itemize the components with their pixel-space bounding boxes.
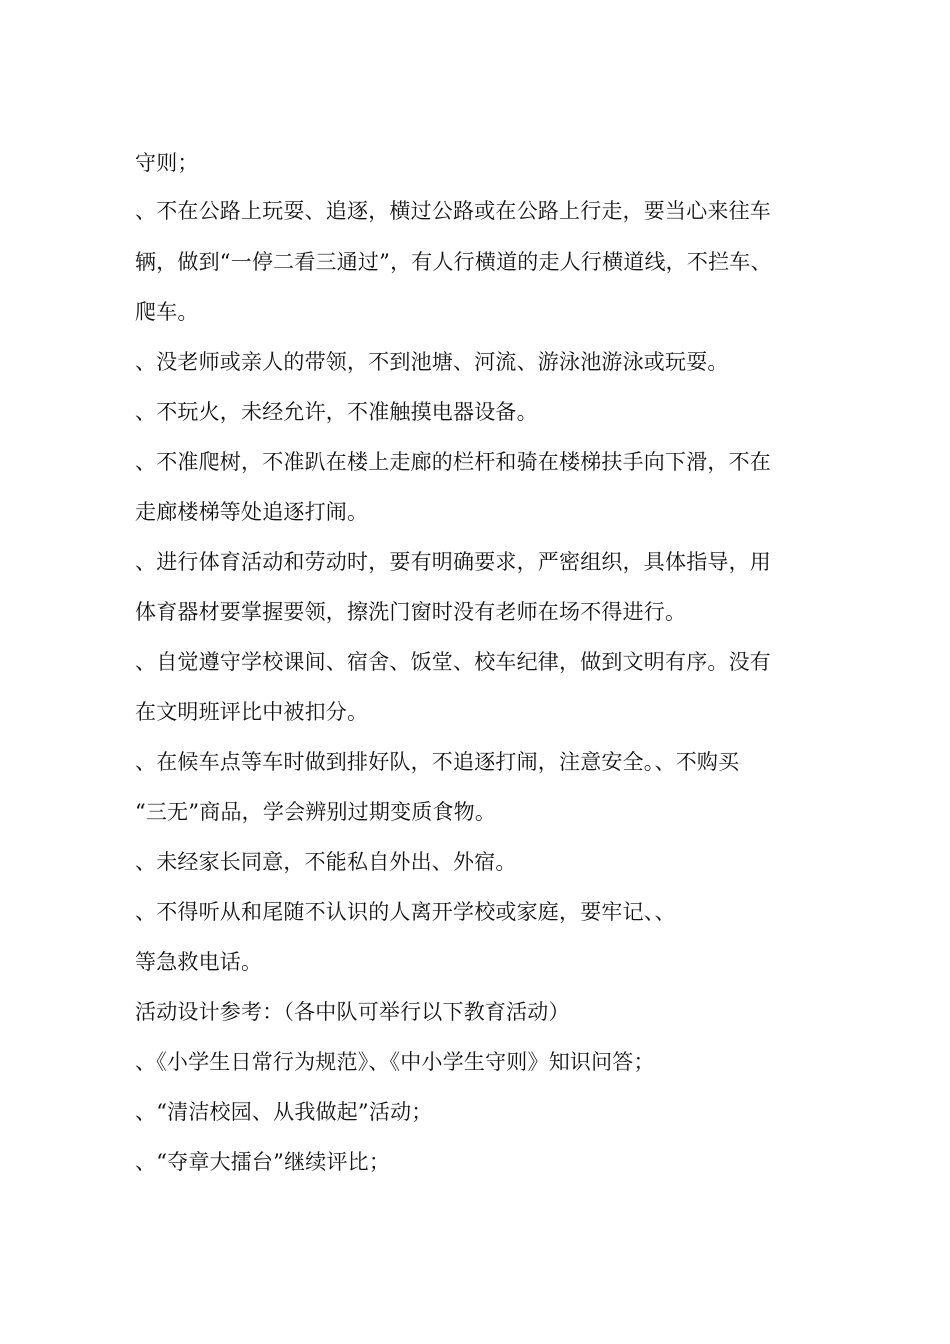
text-line: 、《小学生日常行为规范》、《中小学生守则》知识问答； <box>135 1050 655 1074</box>
text-line: 体育器材要掌握要领，擦洗门窗时没有老师在场不得进行。 <box>135 600 687 624</box>
text-line: 、不在公路上玩耍、追逐，横过公路或在公路上行走，要当心来往车 <box>135 199 771 223</box>
text-line: “三无”商品，学会辨别过期变质食物。 <box>135 800 497 824</box>
text-line: 等急救电话。 <box>135 950 263 974</box>
text-line: 、未经家长同意，不能私自外出、外宿。 <box>135 850 517 874</box>
text-line: 、进行体育活动和劳动时，要有明确要求，严密组织，具体指导，用 <box>135 550 771 574</box>
text-line: 、“清洁校园、从我做起”活动； <box>135 1100 433 1124</box>
text-line: 、没老师或亲人的带领，不到池塘、河流、游泳池游泳或玩耍。 <box>135 350 729 374</box>
text-line: 、在候车点等车时做到排好队，不追逐打闹，注意安全。、不购买 <box>135 750 740 774</box>
text-line: 在文明班评比中被扣分。 <box>135 700 369 724</box>
text-line: 、“夺章大擂台”继续评比； <box>135 1150 391 1174</box>
text-line: 走廊楼梯等处追逐打闹。 <box>135 500 369 524</box>
text-line: 守则； <box>135 151 199 175</box>
text-line: 、不准爬树，不准趴在楼上走廊的栏杆和骑在楼梯扶手向下滑，不在 <box>135 450 771 474</box>
text-line: 辆，做到“一停二看三通过”，有人行横道的走人行横道线，不拦车、 <box>135 250 772 274</box>
text-line: 、自觉遵守学校课间、宿舍、饭堂、校车纪律，做到文明有序。没有 <box>135 650 771 674</box>
section-heading: 活动设计参考：（各中队可举行以下教育活动） <box>135 1000 570 1024</box>
text-line: 、不玩火，未经允许，不准触摸电器设备。 <box>135 400 538 424</box>
text-line: 爬车。 <box>135 300 199 324</box>
text-line: 、不得听从和尾随不认识的人离开学校或家庭，要牢记、、 <box>135 900 676 924</box>
